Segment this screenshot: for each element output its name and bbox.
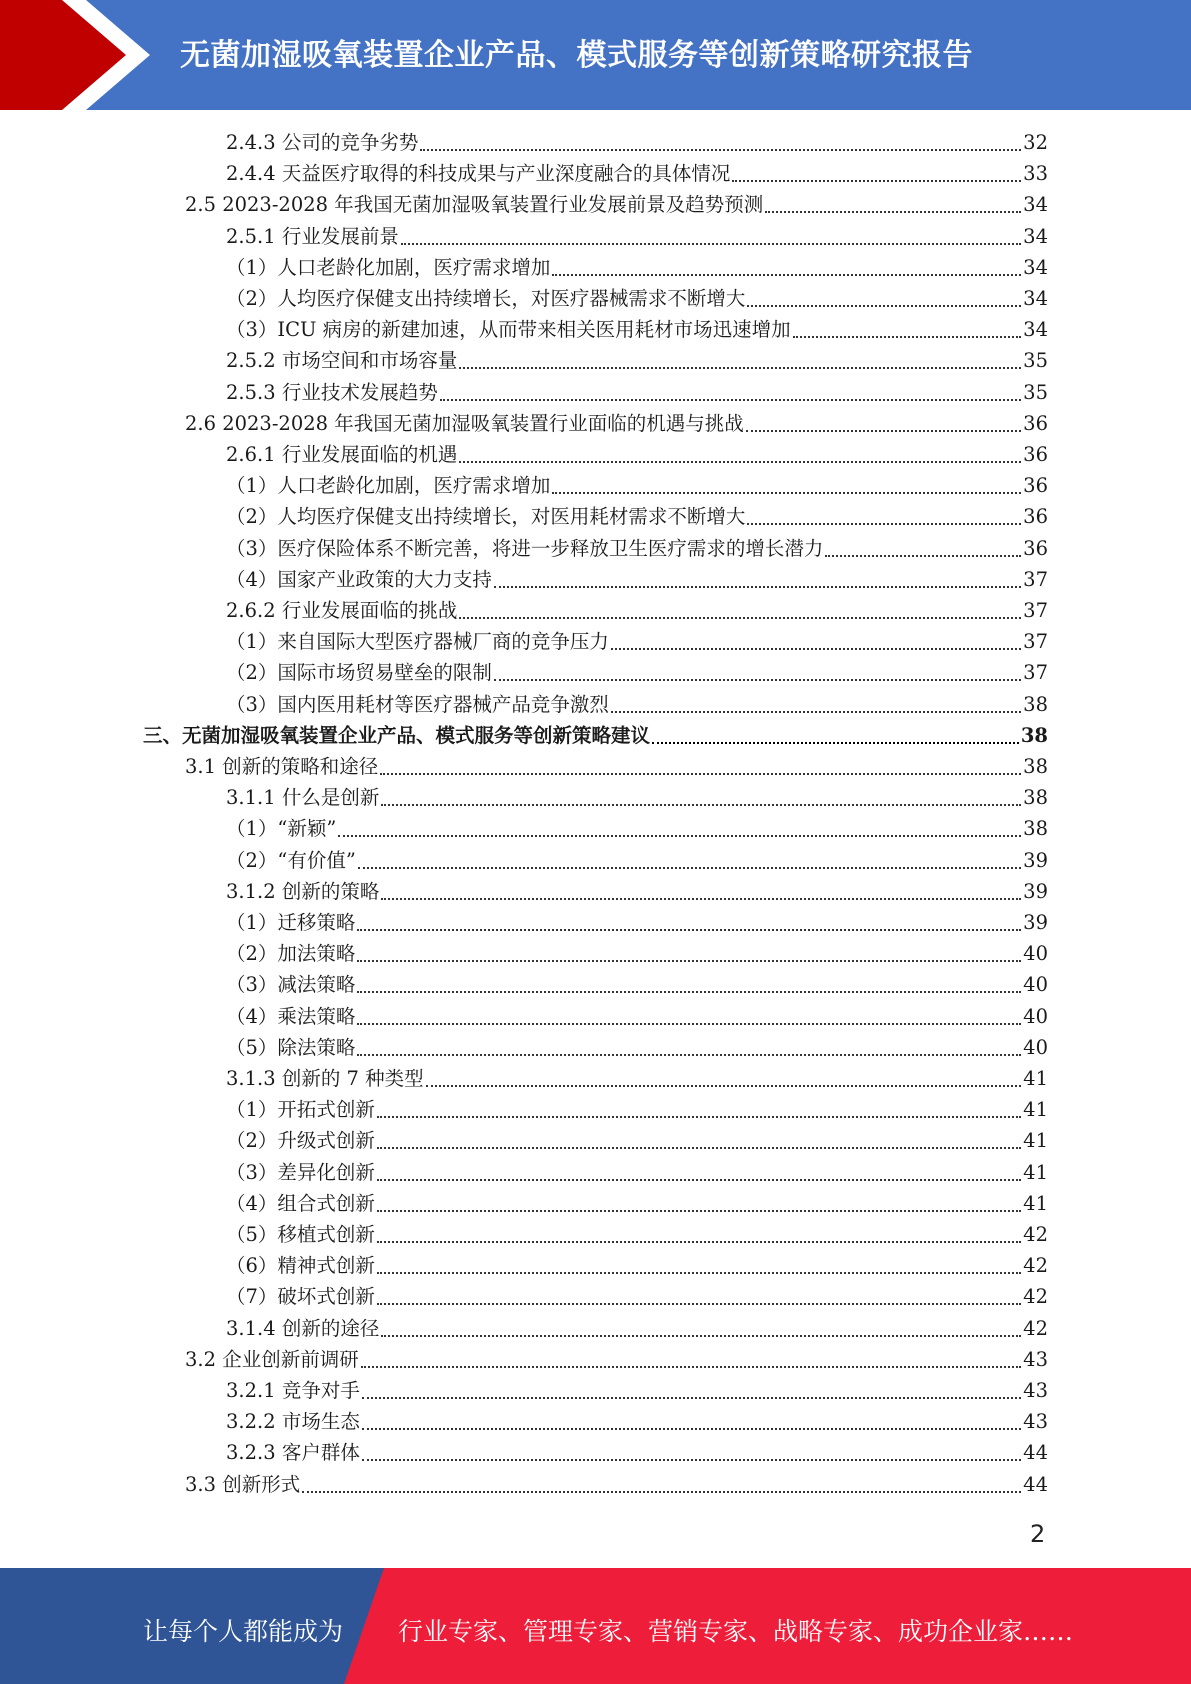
- toc-leader-dots: [494, 586, 1021, 588]
- toc-entry[interactable]: [226, 1250, 1048, 1281]
- toc-leader-dots: [459, 367, 1021, 369]
- toc-entry-title: （2）“有价值”: [226, 848, 356, 872]
- toc-entry-title: （6）精神式创新: [226, 1254, 375, 1278]
- toc-entry-title: 2.6.2 行业发展面临的挑战: [226, 599, 458, 622]
- toc-entry[interactable]: [226, 1406, 1048, 1437]
- toc-entry-page: 42: [1023, 1254, 1048, 1278]
- toc-entry[interactable]: [226, 595, 1048, 626]
- toc-entry-title: 3.1.2 创新的策略: [226, 879, 380, 903]
- toc-entry-title: （4）国家产业政策的大力支持: [226, 567, 492, 591]
- toc-entry[interactable]: [226, 1157, 1048, 1188]
- toc-entry[interactable]: [226, 689, 1048, 720]
- toc-leader-dots: [362, 1428, 1021, 1430]
- toc-leader-dots: [377, 1147, 1021, 1149]
- toc-entry-title: （3）ICU 病房的新建加速，从而带来相关医用耗材市场迅速增加: [226, 318, 791, 342]
- toc-leader-dots: [381, 898, 1021, 900]
- toc-leader-dots: [377, 1303, 1021, 1305]
- toc-leader-dots: [611, 648, 1021, 650]
- toc-entry[interactable]: [226, 1281, 1048, 1312]
- page-number: 2: [1030, 1520, 1046, 1548]
- toc-entry[interactable]: [226, 283, 1048, 314]
- toc-leader-dots: [361, 1366, 1021, 1368]
- toc-entry-title: 3.1.4 创新的途径: [226, 1316, 380, 1340]
- toc-entry-page: 44: [1023, 1441, 1048, 1465]
- toc-entry[interactable]: [226, 845, 1048, 876]
- toc-leader-dots: [747, 305, 1021, 307]
- toc-entry-title: （1）来自国际大型医疗器械厂商的竞争压力: [226, 630, 609, 654]
- toc-entry-title: （1）迁移策略: [226, 911, 356, 934]
- toc-leader-dots: [338, 835, 1021, 837]
- toc-entry-title: （3）医疗保险体系不断完善，将进一步释放卫生医疗需求的增长潜力: [226, 536, 824, 560]
- toc-entry-page: 39: [1023, 911, 1048, 934]
- toc-leader-dots: [459, 617, 1021, 619]
- toc-entry-page: 42: [1023, 1223, 1048, 1246]
- toc-entry-page: 40: [1023, 942, 1048, 966]
- toc-leader-dots: [793, 336, 1022, 338]
- toc-leader-dots: [377, 1210, 1021, 1212]
- toc-entry-title: 2.4.3 公司的竞争劣势: [226, 131, 419, 154]
- toc-entry-page: 34: [1023, 224, 1048, 248]
- toc-entry-page: 43: [1023, 1410, 1048, 1434]
- footer-slogan-right: 行业专家、管理专家、营销专家、战略专家、成功企业家……: [398, 1617, 1074, 1646]
- toc-entry[interactable]: [226, 626, 1048, 657]
- footer-banner: [0, 1568, 1191, 1684]
- toc-entry[interactable]: [226, 1219, 1048, 1250]
- toc-leader-dots: [420, 149, 1021, 151]
- toc-entry-page: 38: [1023, 786, 1048, 810]
- toc-entry[interactable]: [226, 1375, 1048, 1406]
- toc-entry-title: （1）“新颖”: [226, 817, 337, 841]
- toc-entry[interactable]: [226, 1437, 1048, 1468]
- toc-entry[interactable]: [226, 345, 1048, 376]
- toc-leader-dots: [357, 960, 1021, 962]
- toc-leader-dots: [459, 461, 1021, 463]
- toc-leader-dots: [357, 1054, 1021, 1056]
- toc-entry[interactable]: [226, 377, 1048, 408]
- toc-entry-title: 3.2.1 竞争对手: [226, 1379, 360, 1402]
- toc-entry[interactable]: [226, 564, 1048, 595]
- toc-leader-dots: [380, 773, 1021, 775]
- toc-leader-dots: [732, 180, 1021, 182]
- toc-leader-dots: [825, 555, 1021, 557]
- toc-entry[interactable]: [185, 1469, 1048, 1500]
- toc-leader-dots: [440, 399, 1021, 401]
- toc-entry[interactable]: [226, 127, 1048, 158]
- toc-leader-dots: [358, 867, 1021, 869]
- toc-entry-title: （3）差异化创新: [226, 1160, 375, 1184]
- toc-entry-page: 34: [1023, 255, 1048, 279]
- toc-entry[interactable]: [226, 813, 1048, 844]
- toc-entry-page: 37: [1023, 630, 1048, 654]
- toc-leader-dots: [302, 1491, 1021, 1493]
- toc-entry[interactable]: [226, 1032, 1048, 1063]
- toc-entry[interactable]: [143, 720, 1048, 751]
- toc-leader-dots: [746, 430, 1021, 432]
- toc-entry-page: 42: [1023, 1316, 1048, 1340]
- toc-leader-dots: [611, 711, 1021, 713]
- toc-entry-title: 2.5.3 行业技术发展趋势: [226, 380, 438, 404]
- toc-entry-title: 3.1.1 什么是创新: [226, 786, 380, 810]
- toc-entry-page: 43: [1023, 1379, 1048, 1402]
- toc-entry-title: （2）升级式创新: [226, 1129, 375, 1153]
- toc-entry-title: （3）国内医用耗材等医疗器械产品竞争激烈: [226, 692, 609, 716]
- toc-entry[interactable]: [226, 876, 1048, 907]
- toc-entry-title: （5）除法策略: [226, 1035, 356, 1059]
- toc-entry-page: 33: [1023, 162, 1048, 186]
- report-title: 无菌加湿吸氧装置企业产品、模式服务等创新策略研究报告: [180, 38, 973, 73]
- toc-leader-dots: [377, 1241, 1021, 1243]
- toc-entry-page: 36: [1023, 505, 1048, 529]
- toc-entry-title: 2.5 2023-2028 年我国无菌加湿吸氧装置行业发展前景及趋势预测: [185, 193, 764, 217]
- toc-entry-title: （1）人口老龄化加剧，医疗需求增加: [226, 255, 551, 279]
- toc-entry-page: 32: [1023, 131, 1048, 154]
- toc-entry-page: 37: [1023, 661, 1048, 685]
- toc-entry-page: 34: [1023, 287, 1048, 310]
- toc-entry-page: 41: [1023, 1098, 1048, 1122]
- toc-entry-page: 38: [1023, 692, 1048, 716]
- toc-entry[interactable]: [226, 1063, 1048, 1094]
- toc-leader-dots: [381, 804, 1021, 806]
- toc-entry-page: 34: [1023, 193, 1048, 217]
- toc-leader-dots: [377, 1179, 1021, 1181]
- toc-entry-page: 40: [1023, 1004, 1048, 1028]
- toc-entry-title: 3.2.3 客户群体: [226, 1441, 360, 1465]
- toc-entry[interactable]: [226, 314, 1048, 345]
- toc-entry[interactable]: [226, 657, 1048, 688]
- toc-entry-page: 38: [1023, 755, 1048, 778]
- toc-entry-page: 41: [1023, 1067, 1048, 1090]
- toc-leader-dots: [357, 991, 1021, 993]
- toc-entry-title: 2.5.1 行业发展前景: [226, 224, 399, 248]
- toc-entry[interactable]: [226, 252, 1048, 283]
- toc-entry[interactable]: [226, 470, 1048, 501]
- toc-entry[interactable]: [185, 751, 1048, 782]
- toc-entry-title: （1）开拓式创新: [226, 1098, 375, 1122]
- toc-leader-dots: [362, 1459, 1021, 1461]
- toc-leader-dots: [552, 274, 1021, 276]
- toc-entry-page: 37: [1023, 599, 1048, 622]
- toc-entry-title: 3.3 创新形式: [185, 1472, 301, 1496]
- header-banner: [0, 0, 1191, 110]
- toc-entry-title: 3.2 企业创新前调研: [185, 1347, 359, 1371]
- toc-entry-title: （7）破坏式创新: [226, 1285, 375, 1309]
- toc-entry-page: 41: [1023, 1129, 1048, 1153]
- toc-entry-page: 35: [1023, 349, 1048, 373]
- toc-entry[interactable]: [226, 1125, 1048, 1156]
- toc-entry-title: （3）减法策略: [226, 973, 356, 997]
- toc-entry-page: 38: [1023, 817, 1048, 841]
- toc-entry-title: 2.5.2 市场空间和市场容量: [226, 349, 458, 373]
- toc-entry-page: 34: [1023, 318, 1048, 342]
- toc-entry[interactable]: [185, 189, 1048, 220]
- toc-entry-title: （4）乘法策略: [226, 1004, 356, 1028]
- toc-entry-page: 36: [1023, 443, 1048, 466]
- toc-entry-page: 42: [1023, 1285, 1048, 1309]
- toc-entry-page: 41: [1023, 1191, 1048, 1215]
- toc-entry-title: 2.6 2023-2028 年我国无菌加湿吸氧装置行业面临的机遇与挑战: [185, 411, 744, 435]
- toc-entry-title: （2）加法策略: [226, 942, 356, 966]
- toc-entry-title: 三、无菌加湿吸氧装置企业产品、模式服务等创新策略建议: [143, 723, 651, 747]
- toc-entry-page: 35: [1023, 380, 1048, 404]
- toc-entry-page: 36: [1023, 474, 1048, 498]
- toc-entry[interactable]: [226, 221, 1048, 252]
- toc-entry-title: 2.6.1 行业发展面临的机遇: [226, 443, 458, 466]
- toc-entry-page: 36: [1023, 536, 1048, 560]
- toc-leader-dots: [765, 211, 1021, 213]
- toc-entry-page: 37: [1023, 567, 1048, 591]
- toc-leader-dots: [357, 929, 1021, 931]
- toc-leader-dots: [652, 742, 1019, 744]
- toc-entry-page: 39: [1023, 848, 1048, 872]
- toc-entry[interactable]: [185, 408, 1048, 439]
- toc-entry[interactable]: [226, 782, 1048, 813]
- toc-entry-page: 40: [1023, 973, 1048, 997]
- toc-leader-dots: [494, 679, 1021, 681]
- toc-leader-dots: [747, 523, 1021, 525]
- toc-entry[interactable]: [226, 158, 1048, 189]
- toc-entry-page: 40: [1023, 1035, 1048, 1059]
- toc-entry[interactable]: [226, 907, 1048, 938]
- toc-entry-page: 43: [1023, 1347, 1048, 1371]
- toc-entry-page: 44: [1023, 1472, 1048, 1496]
- toc-entry-title: （2）人均医疗保健支出持续增长，对医疗器械需求不断增大: [226, 287, 746, 310]
- toc-entry[interactable]: [185, 1344, 1048, 1375]
- toc-entry[interactable]: [226, 1001, 1048, 1032]
- toc-entry[interactable]: [226, 501, 1048, 532]
- toc-leader-dots: [426, 1085, 1022, 1087]
- toc-entry[interactable]: [226, 533, 1048, 564]
- toc-leader-dots: [552, 492, 1021, 494]
- toc-entry[interactable]: [226, 938, 1048, 969]
- toc-leader-dots: [381, 1335, 1021, 1337]
- toc-entry-title: 3.1.3 创新的 7 种类型: [226, 1067, 424, 1090]
- toc-leader-dots: [357, 1023, 1021, 1025]
- toc-leader-dots: [362, 1397, 1021, 1399]
- toc-entry[interactable]: [226, 439, 1048, 470]
- toc-entry-title: （2）人均医疗保健支出持续增长，对医用耗材需求不断增大: [226, 505, 746, 529]
- footer-slogan-left: 让每个人都能成为: [143, 1617, 344, 1646]
- toc-entry-page: 41: [1023, 1160, 1048, 1184]
- toc-entry[interactable]: [226, 969, 1048, 1000]
- toc-entry-title: （4）组合式创新: [226, 1191, 375, 1215]
- toc-entry-title: 3.2.2 市场生态: [226, 1410, 360, 1434]
- toc-entry[interactable]: [226, 1313, 1048, 1344]
- toc-entry-page: 39: [1023, 879, 1048, 903]
- toc-entry-title: （2）国际市场贸易壁垒的限制: [226, 661, 492, 685]
- toc-entry-page: 38: [1020, 723, 1048, 747]
- toc-entry[interactable]: [226, 1094, 1048, 1125]
- toc-entry-title: （1）人口老龄化加剧，医疗需求增加: [226, 474, 551, 498]
- toc-entry-title: （5）移植式创新: [226, 1223, 375, 1246]
- toc-entry-title: 2.4.4 天益医疗取得的科技成果与产业深度融合的具体情况: [226, 162, 731, 186]
- toc-leader-dots: [401, 243, 1021, 245]
- toc-leader-dots: [377, 1272, 1021, 1274]
- toc-leader-dots: [377, 1116, 1021, 1118]
- toc-entry[interactable]: [226, 1188, 1048, 1219]
- toc-entry-title: 3.1 创新的策略和途径: [185, 755, 379, 778]
- toc-entry-page: 36: [1023, 411, 1048, 435]
